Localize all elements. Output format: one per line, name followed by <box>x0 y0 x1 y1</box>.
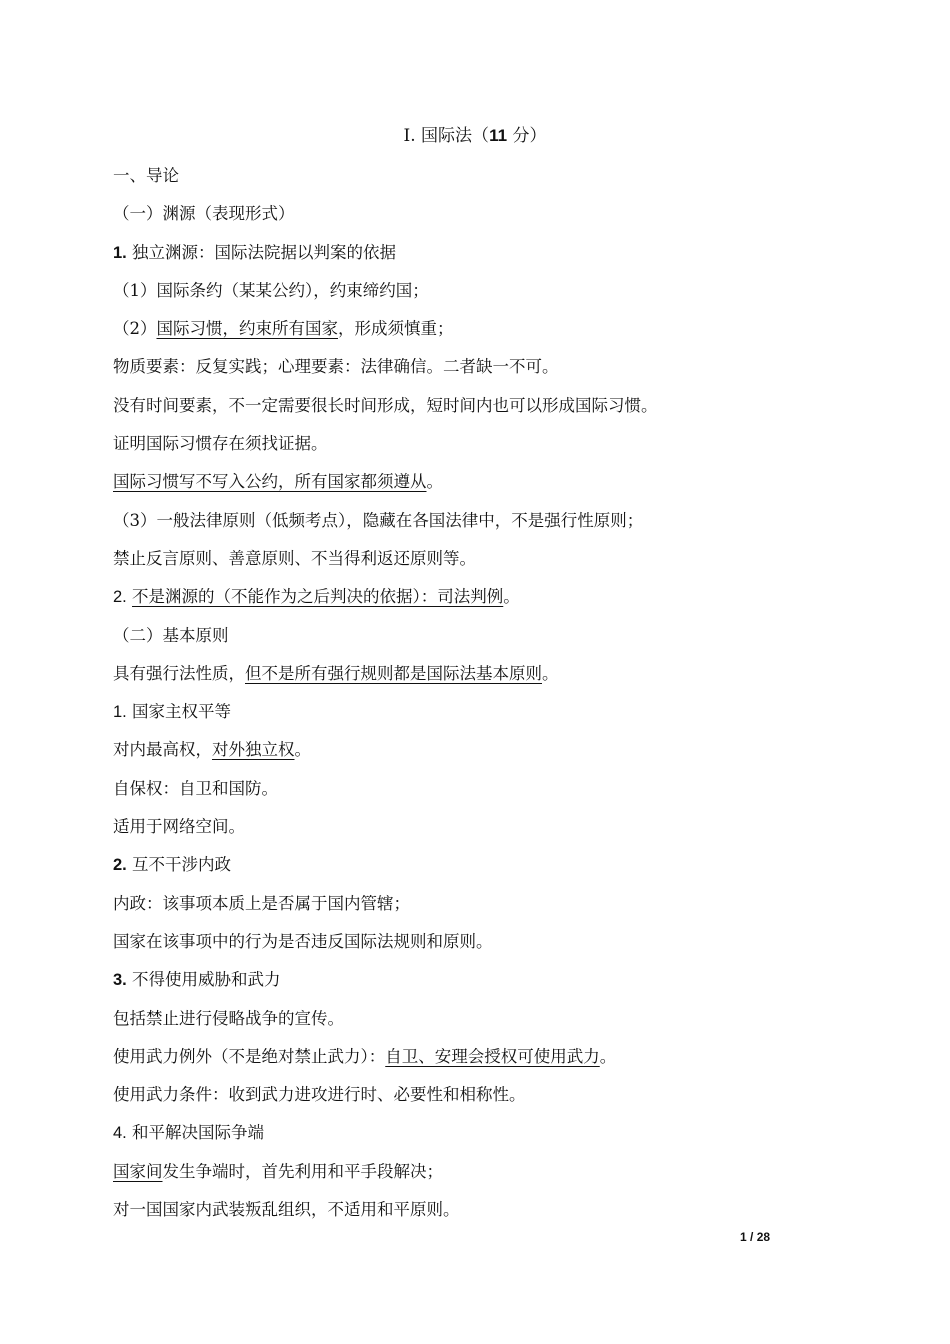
item-text: 互不干涉内政 <box>132 855 232 875</box>
paragraph-elements: 物质要素：反复实践；心理要素：法律确信。二者缺一不可。 <box>113 357 559 377</box>
current-page: 1 <box>740 1230 747 1244</box>
paragraph-domestic-affairs: 内政：该事项本质上是否属于国内管辖； <box>113 893 410 913</box>
item-peaceful-settlement <box>113 1120 853 1158</box>
underlined-text: 但不是所有强行规则都是国际法基本原则 <box>245 663 542 683</box>
paragraph-supremacy <box>113 737 853 775</box>
item-text: 独立渊源：国际法院据以判案的依据 <box>132 242 397 262</box>
text-prefix: （2） <box>113 319 157 339</box>
paragraph-cyberspace: 适用于网络空间。 <box>113 817 245 837</box>
item-number: 2. <box>113 856 127 875</box>
body-text <box>113 163 853 1235</box>
item-number: 1. <box>113 703 127 722</box>
title-score: 11 <box>489 126 508 145</box>
heading-basic-principles: （二）基本原则 <box>113 625 229 645</box>
item-text: 国家主权平等 <box>132 702 232 722</box>
underlined-text: 国家间 <box>113 1161 163 1181</box>
item-number: 1. <box>113 243 127 262</box>
title-suffix: 分） <box>507 126 547 146</box>
paragraph-force-conditions: 使用武力条件：收到武力进攻进行时、必要性和相称性。 <box>113 1085 526 1105</box>
item-number: 4. <box>113 1124 127 1143</box>
text-suffix: 。 <box>599 1046 617 1066</box>
page-separator: / <box>750 1230 754 1244</box>
paragraph-time: 没有时间要素，不一定需要很长时间形成，短时间内也可以形成国际习惯。 <box>113 395 658 415</box>
heading-sources: （一）渊源（表现形式） <box>113 204 295 224</box>
underlined-text: 对外独立权 <box>212 740 295 760</box>
paragraph-general-principles: （3）一般法律原则（低频考点），隐藏在各国法律中，不是强行性原则； <box>113 510 644 530</box>
paragraph-evidence: 证明国际习惯存在须找证据。 <box>113 434 328 454</box>
item-sovereign-equality <box>113 699 853 737</box>
page-number <box>740 1230 820 1244</box>
text-suffix: 。 <box>542 663 559 683</box>
item-non-interference <box>113 852 853 890</box>
underlined-text: 国际习惯，约束所有国家 <box>156 319 338 339</box>
text-prefix: 具有强行法性质， <box>113 663 245 683</box>
underlined-text: 自卫、安理会授权可使用武力 <box>385 1046 600 1066</box>
item-text: 不得使用威胁和武力 <box>132 970 281 990</box>
text-suffix: ，形成须慎重； <box>338 319 454 339</box>
underlined-text: 不是渊源的（不能作为之后判决的依据）：司法判例 <box>132 587 504 607</box>
paragraph-propaganda: 包括禁止进行侵略战争的宣传。 <box>113 1008 344 1028</box>
paragraph-self-preservation: 自保权：自卫和国防。 <box>113 778 278 798</box>
text-prefix: 使用武力例外（不是绝对禁止武力）： <box>113 1046 386 1066</box>
paragraph-interstate-disputes <box>113 1159 853 1197</box>
title-roman: Ⅰ <box>403 126 411 146</box>
text-suffix: 。 <box>294 740 311 760</box>
item-number: 3. <box>113 971 127 990</box>
text-suffix: 发生争端时，首先利用和平手段解决； <box>162 1161 443 1181</box>
total-pages: 28 <box>756 1230 771 1244</box>
item-text: 和平解决国际争端 <box>132 1123 265 1143</box>
item-no-force <box>113 967 853 1005</box>
section-title <box>0 124 950 148</box>
paragraph-custom <box>113 316 853 354</box>
text-prefix: 对内最高权， <box>113 740 212 760</box>
paragraph-principles-list: 禁止反言原则、善意原则、不当得利返还原则等。 <box>113 548 476 568</box>
paragraph-custom-binding <box>113 469 853 507</box>
item-not-sources <box>113 584 853 622</box>
paragraph-state-conduct: 国家在该事项中的行为是否违反国际法规则和原则。 <box>113 931 493 951</box>
paragraph-treaty: （1）国际条约（某某公约），约束缔约国； <box>113 280 429 300</box>
underlined-text: 国际习惯写不写入公约，所有国家都须遵从 <box>113 472 427 492</box>
text-suffix: 。 <box>426 472 443 492</box>
item-independent-sources <box>113 240 853 278</box>
text-suffix: 。 <box>503 587 520 607</box>
title-text: . 国际法（ <box>410 126 490 146</box>
paragraph-force-exceptions <box>113 1044 853 1082</box>
item-number: 2. <box>113 588 127 607</box>
heading-intro: 一、导论 <box>113 166 179 185</box>
paragraph-jus-cogens <box>113 661 853 699</box>
paragraph-rebellion: 对一国国家内武装叛乱组织，不适用和平原则。 <box>113 1200 460 1220</box>
